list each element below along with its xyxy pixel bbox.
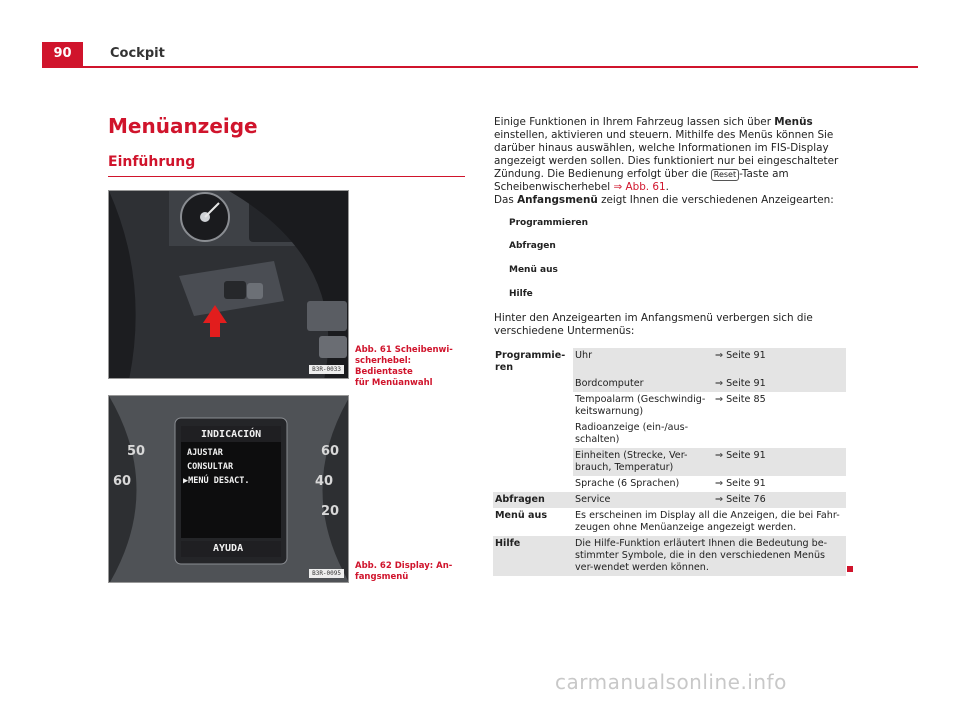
header-rule: [42, 66, 918, 68]
selection-arrow-icon: ▶: [183, 476, 189, 486]
section-end-mark: [847, 566, 853, 572]
figure-wiper-lever: [108, 190, 349, 379]
submenu-paragraph: Hinter den Anzeigearten im Anfangsmenü verbergen sich die verschiedene Untermenüs:: [494, 312, 813, 337]
display-title: INDICACIÓN: [201, 429, 262, 440]
table-cell-ref[interactable]: ⇒ Seite 91: [715, 478, 766, 489]
display-bottom: AYUDA: [213, 543, 244, 554]
watermark: carmanualsonline.info: [555, 670, 787, 694]
table-row: [493, 392, 846, 420]
table-cell-group: Programmie-ren: [493, 348, 573, 376]
menu-item: Menü aus: [509, 265, 558, 275]
display-item-1: AJUSTAR: [187, 448, 223, 458]
table-cell-group: [493, 392, 573, 420]
table-cell-ref[interactable]: ⇒ Seite 76: [713, 492, 846, 508]
menu-item: Programmieren: [509, 218, 589, 228]
table-row: [493, 448, 846, 476]
table-cell-item: Es erscheinen im Display all die Anzeigen, die bei Fahr-zeugen ohne Menüanzeige angezeigt werden.: [575, 510, 840, 533]
table-cell-group: [493, 420, 573, 448]
figure-reference-link[interactable]: ⇒ Abb. 61: [613, 181, 666, 193]
table-cell-item: Service: [573, 492, 713, 508]
table-cell-group: Hilfe: [493, 536, 573, 576]
table-row: [493, 420, 846, 448]
table-cell-group: [493, 376, 573, 392]
table-cell-group: [493, 476, 573, 492]
table-cell-group: Menü aus: [493, 508, 573, 536]
gauge-right-label-3: 20: [321, 504, 340, 519]
display-item-2: CONSULTAR: [187, 462, 234, 472]
table-cell-group: [493, 448, 573, 476]
wiper-lever-illustration: [109, 191, 349, 379]
table-row: [493, 492, 846, 508]
reset-key-icon: Reset: [711, 169, 739, 181]
table-cell-item: Uhr: [573, 348, 713, 376]
table-cell-item: Einheiten (Strecke, Ver-brauch, Temperatur): [573, 448, 713, 476]
table-cell-item: Bordcomputer: [573, 376, 713, 392]
page-number: 90: [42, 42, 83, 66]
sub-rule: [108, 176, 465, 177]
table-row: [493, 536, 846, 576]
table-cell-item: Die Hilfe-Funktion erläutert Ihnen die Bedeutung be-stimmter Symbole, die in den verschiedenen Menüs ver-wendet werden können.: [573, 536, 846, 576]
gauge-right-label-1: 60: [321, 444, 340, 459]
gauge-left-label-2: 60: [113, 474, 132, 489]
table-row: [493, 376, 846, 392]
section-title: Menüanzeige: [108, 114, 258, 138]
table-cell-ref[interactable]: ⇒ Seite 85: [715, 394, 766, 405]
sub-title: Einführung: [108, 154, 196, 170]
figure-caption-62: Abb. 62 Display: An- fangsmenü: [355, 561, 453, 582]
table-cell-ref[interactable]: ⇒ Seite 91: [713, 348, 846, 376]
table-row: [493, 508, 846, 536]
table-cell-ref: [713, 420, 846, 448]
menu-item: Abfragen: [509, 241, 556, 251]
gauge-right-label-2: 40: [315, 474, 334, 489]
table-cell-ref[interactable]: ⇒ Seite 91: [713, 448, 846, 476]
figure-code: B3R-0095: [309, 569, 344, 578]
display-item-3: ▶MENÚ DESACT.: [183, 476, 250, 486]
table-row: [493, 476, 846, 492]
header-title: Cockpit: [110, 46, 165, 61]
table-cell-item: Radioanzeige (ein-/aus-schalten): [575, 422, 689, 445]
figure-display: [108, 395, 349, 583]
table-row: [493, 348, 846, 376]
figure-caption-61: Abb. 61 Scheibenwi- scherhebel: Bedientaste für Menüanwahl: [355, 345, 453, 388]
gauge-left-label-1: 50: [127, 444, 146, 459]
table-cell-ref[interactable]: ⇒ Seite 91: [713, 376, 846, 392]
intro-paragraph: Einige Funktionen in Ihrem Fahrzeug lassen sich über Menüs einstellen, aktivieren und steuern. Mithilfe des Menüs können Sie darüber hinaus auswählen, welche Informationen im FIS-Display angezeigt werden sollen. Dies funktioniert nur bei eingeschalteter Zündung. Die Bedienung erfolgt über die Reset -Taste am Scheibenwischerhebel ⇒ Abb. 61.: [494, 116, 839, 193]
menu-item: Hilfe: [509, 289, 533, 299]
start-menu-paragraph: Das Anfangsmenü zeigt Ihnen die verschiedenen Anzeigearten:: [494, 194, 834, 206]
figure-code: B3R-0033: [309, 365, 344, 374]
table-cell-group: Abfragen: [493, 492, 573, 508]
table-cell-item: Tempoalarm (Geschwindig-keitswarnung): [575, 394, 706, 417]
submenu-table: [493, 348, 846, 576]
table-cell-item: Sprache (6 Sprachen): [575, 478, 680, 489]
display-illustration: [109, 396, 349, 583]
